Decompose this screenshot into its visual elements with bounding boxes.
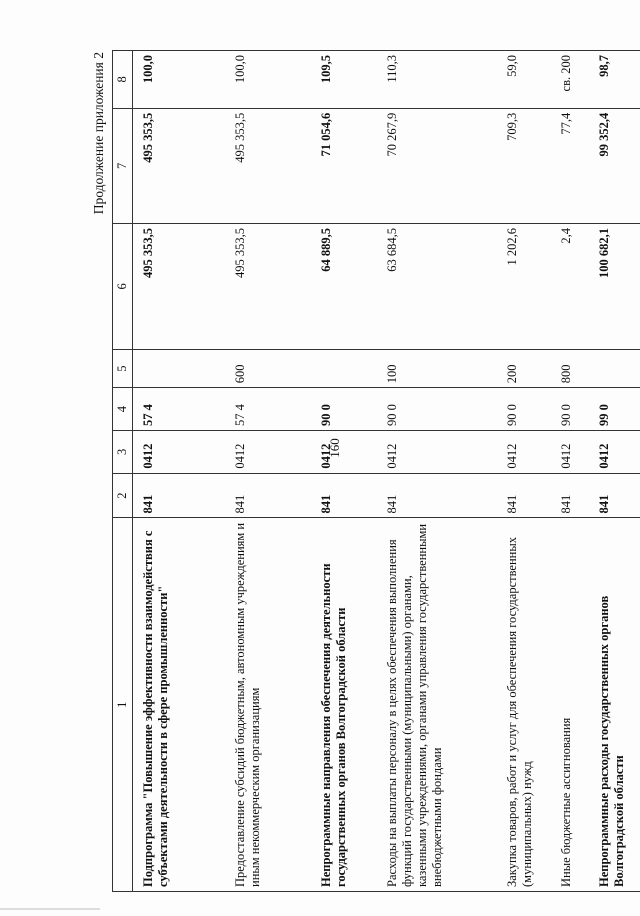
table-row <box>225 51 311 892</box>
cell-value: 841 <box>589 473 640 518</box>
cell-value: 495 353,5 <box>133 108 225 223</box>
table-row <box>589 51 640 892</box>
cell-value: св. 200 <box>551 51 589 109</box>
cell-value: 841 <box>133 473 225 518</box>
cell-value <box>589 349 640 387</box>
cell-value: 64 889,5 <box>311 223 377 349</box>
cell-value: 90 0 <box>551 388 589 431</box>
cell-value: 841 <box>311 473 377 518</box>
cell-value: 98,7 <box>589 51 640 109</box>
row-label: Подпрограмма "Повышение эффективности взаимодействия с субъектами деятельности в сфере промышленности" <box>133 518 225 892</box>
cell-value: 1 202,6 <box>497 223 551 349</box>
table-row <box>551 51 589 892</box>
cell-value: 0412 <box>377 430 497 473</box>
cell-value: 495 353,5 <box>225 223 311 349</box>
row-label: Расходы на выплаты персоналу в целях обеспечения выполнения функций государственными (муниципальными) органами, казенными учреждениями, органами управления государственными внебюджетными фондами <box>377 518 497 892</box>
col-header: 5 <box>113 349 133 387</box>
cell-value: 841 <box>377 473 497 518</box>
cell-value: 100 682,1 <box>589 223 640 349</box>
row-label: Иные бюджетные ассигнования <box>551 518 589 892</box>
row-label: Непрограммные расходы государственных органов Волгоградской области <box>589 518 640 892</box>
budget-table <box>112 50 640 892</box>
cell-value: 0412 <box>311 430 377 473</box>
cell-value: 90 0 <box>377 388 497 431</box>
cell-value: 110,3 <box>377 51 497 109</box>
cell-value: 841 <box>497 473 551 518</box>
cell-value: 99 0 <box>589 388 640 431</box>
cell-value: 57 4 <box>225 388 311 431</box>
cell-value: 709,3 <box>497 108 551 223</box>
table-row <box>377 51 497 892</box>
col-header: 8 <box>113 51 133 109</box>
cell-value: 100 <box>377 349 497 387</box>
cell-value: 0412 <box>225 430 311 473</box>
cell-value: 2,4 <box>551 223 589 349</box>
cell-value: 495 353,5 <box>225 108 311 223</box>
cell-value: 495 353,5 <box>133 223 225 349</box>
cell-value: 600 <box>225 349 311 387</box>
col-header: 1 <box>113 518 133 892</box>
cell-value: 0412 <box>551 430 589 473</box>
row-label: Непрограммные направления обеспечения деятельности государственных органов Волгоградской области <box>311 518 377 892</box>
cell-value: 0412 <box>133 430 225 473</box>
cell-value: 0412 <box>589 430 640 473</box>
cell-value: 63 684,5 <box>377 223 497 349</box>
cell-value: 100,0 <box>133 51 225 109</box>
scan-edge <box>0 908 100 910</box>
cell-value: 0412 <box>497 430 551 473</box>
cell-value: 100,0 <box>225 51 311 109</box>
table-row <box>497 51 551 892</box>
continuation-title: Продолжение приложения 2 <box>91 52 106 215</box>
cell-value: 71 054,6 <box>311 108 377 223</box>
cell-value <box>133 349 225 387</box>
cell-value: 200 <box>497 349 551 387</box>
table-row <box>133 51 225 892</box>
cell-value <box>311 349 377 387</box>
row-label: Предоставление субсидий бюджетным, автономным учреждениям и иным некоммерческим организациям <box>225 518 311 892</box>
col-header: 3 <box>113 430 133 473</box>
cell-value: 109,5 <box>311 51 377 109</box>
rotated-document <box>86 50 626 892</box>
table-row <box>311 51 377 892</box>
col-header: 7 <box>113 108 133 223</box>
page-number: 160 <box>327 438 342 458</box>
cell-value: 90 0 <box>497 388 551 431</box>
cell-value: 57 4 <box>133 388 225 431</box>
cell-value: 59,0 <box>497 51 551 109</box>
cell-value: 77,4 <box>551 108 589 223</box>
cell-value: 841 <box>551 473 589 518</box>
cell-value: 841 <box>225 473 311 518</box>
cell-value: 70 267,9 <box>377 108 497 223</box>
col-header: 6 <box>113 223 133 349</box>
col-header: 2 <box>113 473 133 518</box>
row-label: Закупка товаров, работ и услуг для обеспечения государственных (муниципальных) нужд <box>497 518 551 892</box>
header-row <box>113 51 133 892</box>
cell-value: 800 <box>551 349 589 387</box>
cell-value: 90 0 <box>311 388 377 431</box>
cell-value: 99 352,4 <box>589 108 640 223</box>
col-header: 4 <box>113 388 133 431</box>
